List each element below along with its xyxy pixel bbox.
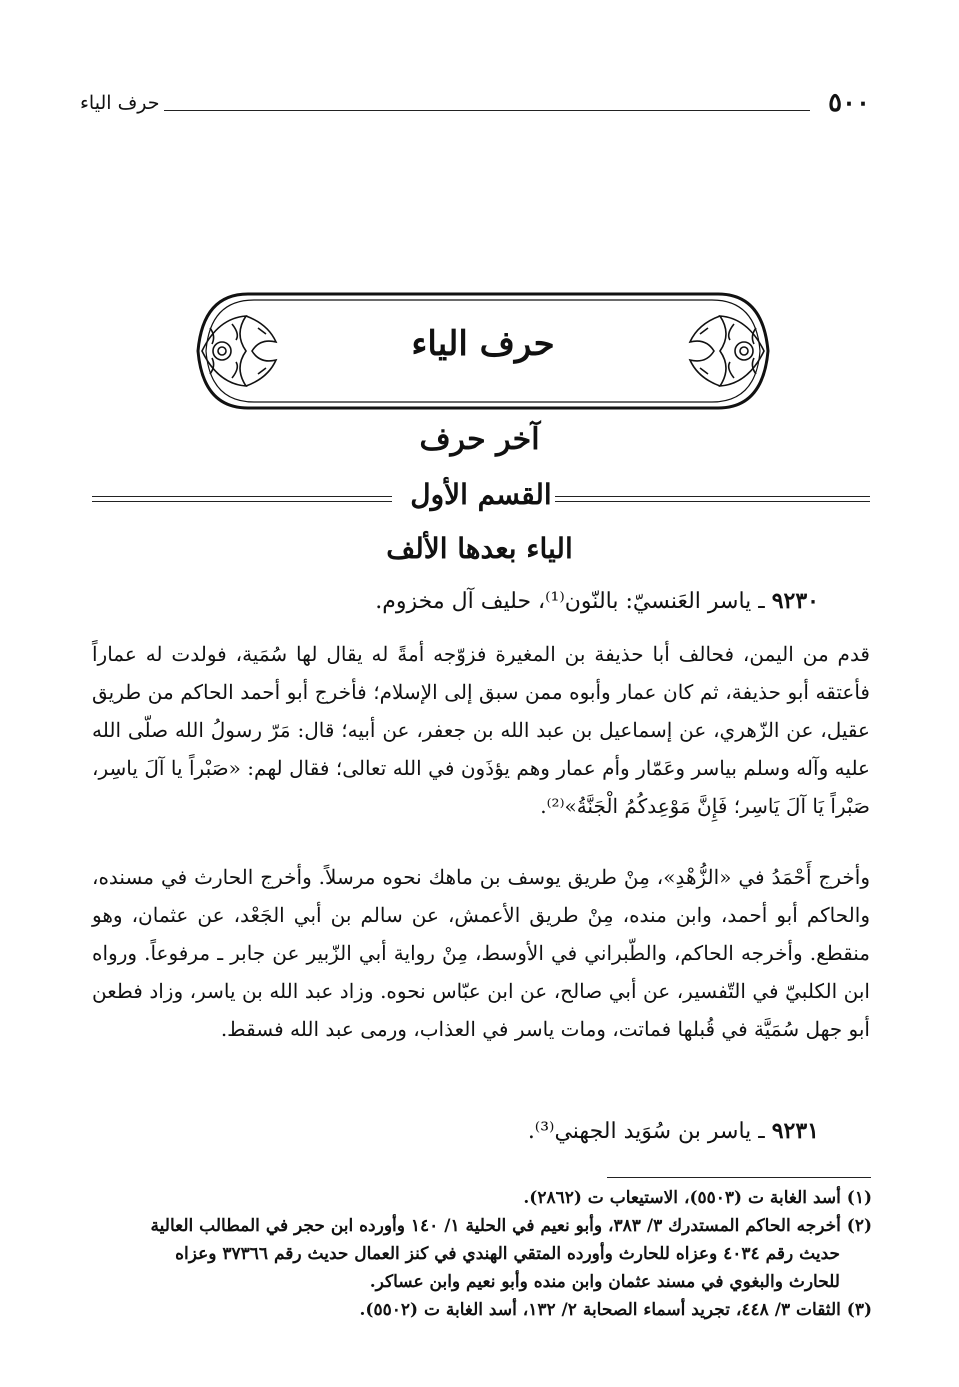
- header-rule: [164, 110, 810, 111]
- chapter-subtitle: آخر حرف: [419, 422, 540, 457]
- sub-heading: الياء بعدها الألف: [386, 532, 573, 565]
- footnote: (١) أسد الغابة ت (٥٥٠٣)، الاستيعاب ت (٢٨٦٢).: [523, 1188, 872, 1208]
- page-number: ٥٠٠: [828, 88, 870, 118]
- entry-number: ٩٢٣١: [771, 1118, 819, 1144]
- section-bar: [92, 474, 870, 524]
- footnote-continuation: حديث رقم ٤٠٣٤ وعزاه للحارث وأورده المتقي الهندي في كنز العمال حديث رقم ٣٧٣٦٦ وعزاه: [175, 1244, 840, 1264]
- running-title: حرف الياء: [80, 92, 160, 114]
- paragraph: قدم من اليمن، فحالف أبا حذيفة بن المغيرة فزوّجه أمةً له يقال لها سُمَية، فولدت له عماراً فأعتقه أبو حذيفة، ثم كان عمار وأبوه ممن سبق إلى الإسلام؛ فأخرج أبو أحمد الحاكم من طريق عقيل، عن الزّهري، عن إسماعيل بن عبد الله بن جعفر، عن أبيه؛ قال: مَرّ رسولُ الله صلّى الله عليه وآله وسلم بياسر وعَمّار وأم عمار وهم يؤذَون في الله تعالى؛ فقال لهم: «صَبْراً يا آلَ ياسِر، صَبْراً يَا آلَ يَاسِر؛ فَإِنَّ مَوْعِدكُمُ الْجَنَّةُ»⁽²⁾.: [92, 642, 870, 818]
- entry-heading: [375, 588, 819, 614]
- entry-number: ٩٢٣٠: [771, 588, 819, 614]
- ornamental-title-frame: [188, 288, 778, 414]
- footnote: (٣) الثقات ٣/ ٤٤٨، تجريد أسماء الصحابة ٢/ ١٣٢، أسد الغابة ت (٥٥٠٢).: [359, 1300, 872, 1320]
- entry-heading: [528, 1118, 819, 1144]
- chapter-title: حرف الياء: [411, 324, 555, 364]
- footnote-continuation: للحارث والبغوي في مسند عثمان وابن منده وأبو نعيم وابن عساكر.: [369, 1272, 840, 1292]
- running-header: [80, 88, 880, 128]
- footnote-separator: [607, 1177, 871, 1178]
- paragraph: وأخرج أَحْمَدُ في «الزُّهْدِ»، مِنْ طريق يوسف بن ماهك نحوه مرسلاً. وأخرج الحارث في مسنده، والحاكم أبو أحمد، وابن منده، مِنْ طريق الأعمش، عن سالم بن أبي الجَعْد، عن عثمان، وهو منقطع. وأخرجه الحاكم، والطّبراني في الأوسط، مِنْ رواية أبي الزّبير عن جابر ـ مرفوعاً. ورواه ابن الكلبيّ في التّفسير، عن أبي صالح، عن ابن عبّاس نحوه. وزاد عبد الله بن ياسر، وزاد فطعن أبو جهل سُمَيَّة في قُبلها فماتت، ومات ياسر في العذاب، ورمى عبد الله فسقط.: [92, 865, 870, 1041]
- footnotes: [92, 1184, 872, 1324]
- section-title: القسم الأول: [410, 478, 552, 511]
- footnote: (٢) أخرجه الحاكم المستدرك ٣/ ٣٨٣، وأبو نعيم في الحلية ١/ ١٤٠ وأورده ابن حجر في المطالب العالية: [150, 1216, 872, 1236]
- entry-text: ـ ياسر العَنسيّ: بالنّون⁽¹⁾، حليف آل مخزوم.: [375, 589, 772, 614]
- entry-text: ـ ياسر بن سُوَيد الجهني⁽³⁾.: [527, 1119, 772, 1144]
